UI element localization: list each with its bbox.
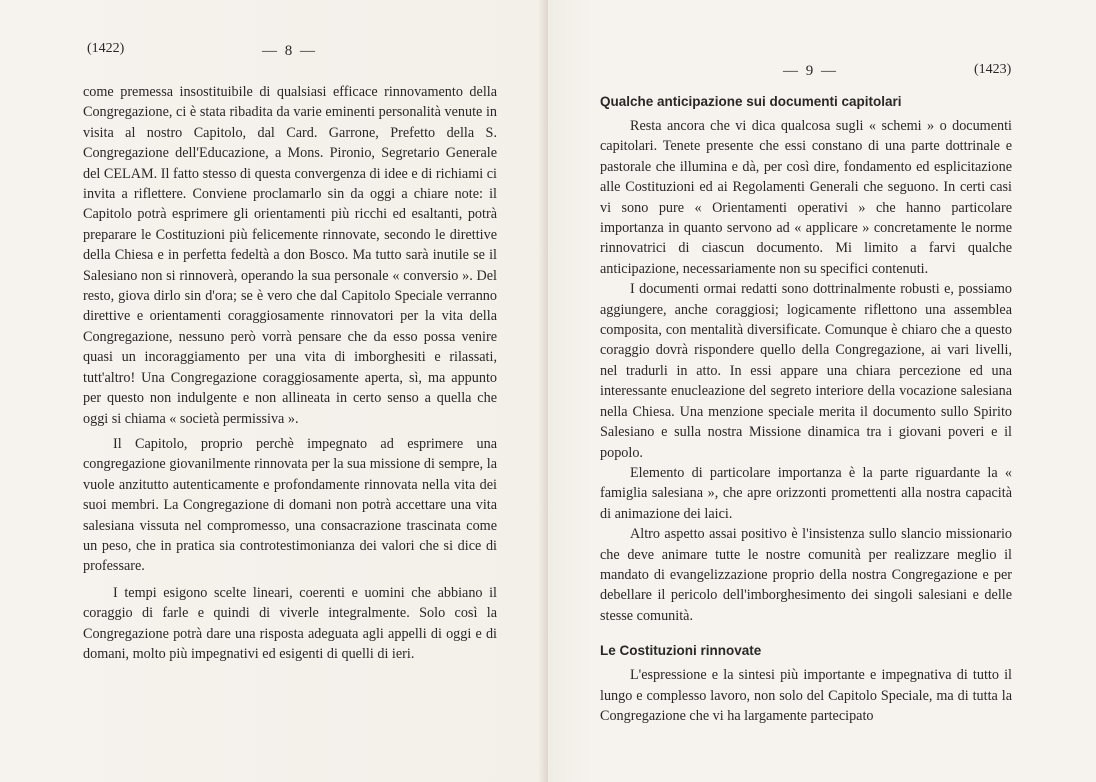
- right-paragraph-1: Resta ancora che vi dica qualcosa sugli « schemi » o documenti capitolari. Tenete presente che essi constano di una parte dottrinale e pastorale che illumina e dà, per così dire, fondamento ed esplicitazione alle Costituzioni ed ai Regolamenti Generali che seguono. In certi casi vi sono pure « Orientamenti operativi » che hanno particolare importanza in quanto servono ad « applicare » concretamente le norme rinnovatrici di ciascun documento. Mi limito a farvi qualche anticipazione, necessariamente non su specifici contenuti.: [600, 118, 1012, 277]
- right-page: [548, 0, 1096, 782]
- left-folio: (1422): [87, 41, 125, 56]
- right-paragraph-2: I documenti ormai redatti sono dottrinalmente robusti e, possiamo aggiungere, anche coraggiosi; logicamente riflettono una assemblea composita, con mentalità diversificate. Comunque è chiaro che a questo coraggio dovrà rispondere quello della Congregazione, ai vari livelli, nel tradurli in atto. In essi appare una chiara percezione ed una interessante enucleazione del segreto interiore della vocazione salesiana nella Chiesa. Una menzione speciale merita il documento sullo Spirito Salesiano e sulla nostra Missione dinamica tra i giovani poveri e il popolo.: [600, 281, 1012, 461]
- right-text-column: [600, 93, 1012, 726]
- right-paragraph-4: Altro aspetto assai positivo è l'insistenza sullo slancio missionario che deve animare tutte le nostre comunità per realizzare meglio il mandato di evangelizzazione proprio della nostra Congregazione e per debellare il pericolo dell'imborghesimento dei singoli salesiani e delle stesse comunità.: [600, 526, 1012, 624]
- left-paragraph-1: come premessa insostituibile di qualsiasi efficace rinnovamento della Congregazione, ci è stata ribadita da varie eminenti personalità venute in visita al nostro Capitolo, dal Card. Garrone, Prefetto della S. Congregazione dell'Educazione, a Mons. Pironio, Segretario Generale del CELAM. Il fatto stesso di questa convergenza di idee e di richiami ci invita a riflettere. Conviene proclamarlo sin da oggi a chiare note: il Capitolo potrà esprimere gli orientamenti più ricchi ed esaltanti, potrà preparare le Costituzioni più felicemente rinnovate, secondo le direttive della Chiesa e in perfetta fedeltà a don Bosco. Ma tutto sarà inutile se il Salesiano non si rinnoverà, operando la sua personale « conversio ». Del resto, giova dirlo sin d'ora; se è vero che dal Capitolo Speciale verranno direttive e orientamenti coraggiosamente rinnovatori per la vita della Congregazione, nessuno però vorrà pensare che da esso possa venire quasi un incoraggiamento per una vita di imborghesiti e rilassati, tutt'altro! Una Congregazione coraggiosamente aperta, sì, ma appunto per questo non indulgente e non allineata in certo senso a quella che oggi si chiama « società permissiva ».: [83, 84, 497, 427]
- left-paragraph-3: I tempi esigono scelte lineari, coerenti e uomini che abbiano il coraggio di farle e quindi di viverle integralmente. Solo così la Congregazione potrà dare una risposta adeguata agli appelli di oggi e di domani, molto più impegnativi ed esigenti di quelli di ieri.: [83, 584, 497, 662]
- section-heading-anticipazione: Qualche anticipazione sui documenti capitolari: [600, 94, 902, 109]
- left-page-number: — 8 —: [262, 43, 317, 59]
- right-paragraph-3: Elemento di particolare importanza è la parte riguardante la « famiglia salesiana », che apre orizzonti promettenti alla nostra capacità di animazione dei laici.: [600, 464, 1012, 522]
- right-folio: (1423): [974, 62, 1012, 77]
- section-heading-costituzioni: Le Costituzioni rinnovate: [600, 643, 762, 659]
- right-paragraph-5: L'espressione e la sintesi più importante e impegnativa di tutto il lungo e complesso lavoro, non solo del Capitolo Speciale, ma di tutta la Congregazione che vi ha largamente partecipato: [600, 667, 1012, 724]
- right-page-number: — 9 —: [783, 63, 838, 79]
- left-text-column: [83, 82, 497, 664]
- gutter-shadow-left: [538, 0, 548, 782]
- left-paragraph-2: Il Capitolo, proprio perchè impegnato ad esprimere una congregazione giovanilmente rinnovata per la sua missione di sempre, la vuole anzitutto autenticamente e profondamente rinnovata nella vita dei suoi membri. La Congregazione di domani non potrà accettare una vita salesiana vissuta nel compromesso, una consacrazione trascinata come un peso, che in pratica sia controtestimonianza dei valori che si dice di professare.: [83, 435, 497, 575]
